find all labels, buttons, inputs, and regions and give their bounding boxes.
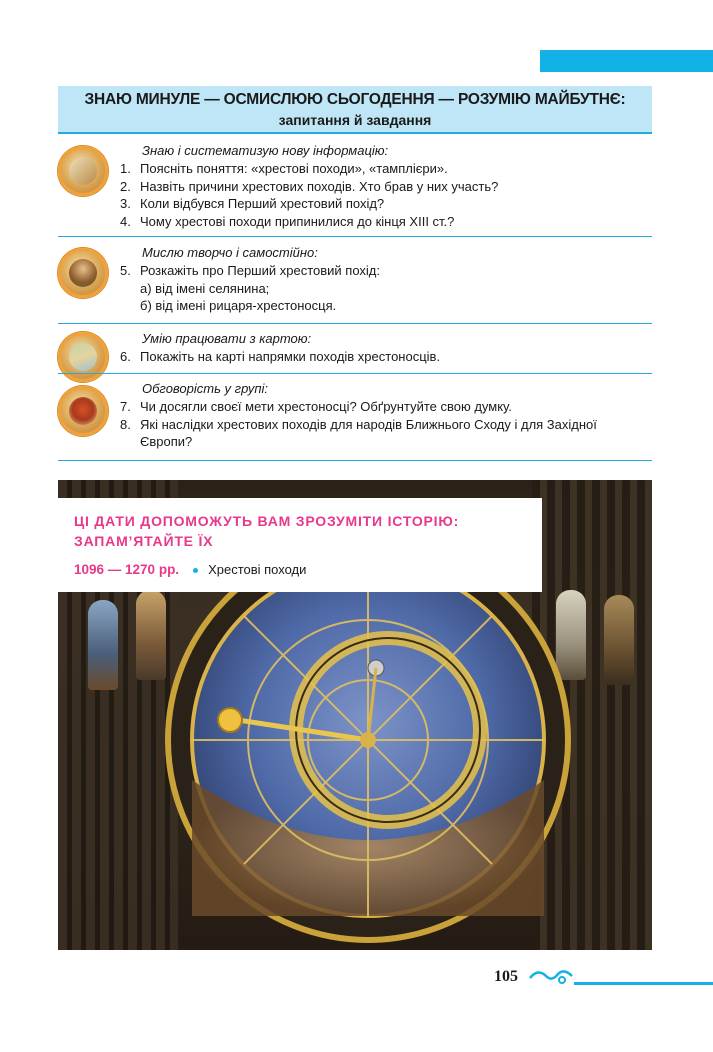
task-section-2	[58, 242, 652, 320]
task-list	[120, 398, 642, 451]
list-item: 6. Покажіть на карті напрямки походів хрестоносців.	[120, 349, 441, 364]
task-list	[120, 348, 440, 366]
key-dates-box	[58, 498, 542, 592]
page-number: 105	[494, 968, 518, 985]
key-date-entry	[74, 562, 306, 578]
date-event: Хрестові походи	[208, 562, 307, 577]
task-list	[120, 262, 380, 315]
list-item: 8. Які наслідки хрестових походів для народів Ближнього Сходу і для Західної Європи?	[120, 416, 597, 449]
section-heading: Умію працювати з картою:	[142, 331, 312, 346]
list-item: 5. Розкажіть про Перший хрестовий похід:	[120, 263, 380, 278]
manuscript-icon	[58, 146, 108, 196]
map-icon	[58, 332, 108, 382]
section-heading: Знаю і систематизую нову інформацію:	[142, 143, 389, 158]
key-dates-title: ЦІ ДАТИ ДОПОМОЖУТЬ ВАМ ЗРОЗУМІТИ ІСТОРІЮ: ЗАПАМ’ЯТАЙТЕ ЇХ	[74, 513, 460, 549]
section-divider	[58, 373, 652, 374]
wave-ornament-icon	[528, 966, 578, 988]
portrait-icon	[58, 248, 108, 298]
task-section-4	[58, 378, 652, 458]
list-item: 2. Назвіть причини хрестових походів. Хто брав у них участь?	[120, 178, 499, 194]
task-section-3	[58, 328, 652, 372]
list-subitem: б) від імені рицаря-хрестоносця.	[140, 298, 337, 313]
date-year: 1096 — 1270 рр.	[74, 562, 180, 577]
list-item: 7. Чи досягли своєї мети хрестоносці? Обґрунтуйте свою думку.	[120, 399, 512, 414]
header-title: ЗНАЮ МИНУЛЕ — ОСМИСЛЮЮ СЬОГОДЕННЯ — РОЗУМІЮ МАЙБУТНЄ:	[84, 91, 626, 108]
task-section-1	[58, 140, 652, 232]
section-header	[58, 86, 652, 134]
list-subitem: а) від імені селянина;	[140, 280, 270, 296]
bullet-icon	[193, 568, 198, 573]
section-divider	[58, 460, 652, 461]
header-subtitle: запитання й завдання	[278, 112, 432, 128]
list-item: 1. Поясніть поняття: «хрестові походи», «тамплієри».	[120, 161, 448, 176]
group-icon	[58, 386, 108, 436]
bottom-accent-line	[574, 982, 713, 985]
section-heading: Обговорість у групі:	[142, 381, 269, 396]
section-heading: Мислю творчо і самостійно:	[142, 245, 318, 260]
section-divider	[58, 323, 652, 324]
top-accent-bar	[540, 50, 713, 72]
task-list	[120, 160, 498, 230]
list-item: 4. Чому хрестові походи припинилися до кінця XIII ст.?	[120, 213, 455, 229]
section-divider	[58, 236, 652, 237]
list-item: 3. Коли відбувся Перший хрестовий похід?	[120, 196, 385, 211]
